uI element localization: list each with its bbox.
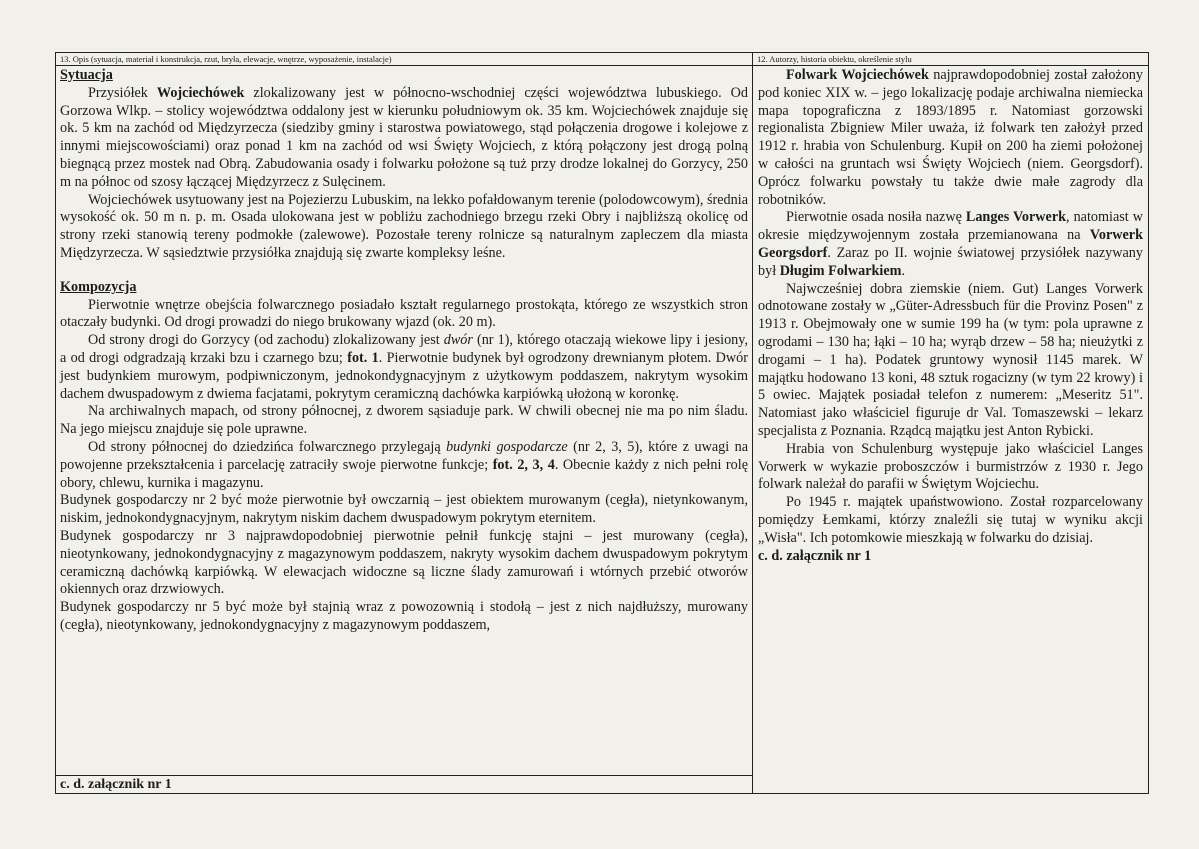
heading-situation: Sytuacja — [60, 67, 113, 83]
field-12-label: 12. Autorzy, historia obiektu, określenie stylu — [753, 53, 1148, 66]
form-frame — [55, 52, 1149, 794]
continuation-note-left: c. d. załącznik nr 1 — [56, 775, 752, 793]
description-column — [56, 53, 753, 793]
heading-composition: Kompozycja — [60, 278, 137, 295]
history-paragraph-3: Najwcześniej dobra ziemskie (niem. Gut) Langes Vorwerk odnotowane zostały w „Güter-Adressbuch für die Provinz Posen" z 1913 r. Obejmowały one w sumie 199 ha (w tym: pola uprawne z ogrodami – 130 ha; łąki – 10 ha; wyrąb drzew – 58 ha; nieużytki z drogami – 1 ha). Podatek gruntowy wynosił 1145 marek. W majątku hodowano 13 koni, 48 sztuk rogacizny (w tym 22 krowy) i 5 owiec. Majątek posiadał telefon z numerem: „Meseritz 51". Natomiast jako właściciel figuruje dr Val. Tomaszewski – lekarz specjalista z Poznania. Rządcą majątku jest Anton Rybicki. — [758, 280, 1143, 439]
paragraph-6: Od strony północnej do dziedzińca folwarcznego przylegają budynki gospodarcze (nr 2, 3, 5), które z uwagi na powojenne przekształcenia i parcelację zatraciły swoje pierwotne funkcje; fot. 2, 3, 4. Obecnie każdy z nich pełni rolę obory, chlewu, kurnika i magazynu. — [60, 438, 748, 491]
paragraph-4: Od strony drogi do Gorzycy (od zachodu) zlokalizowany jest dwór (nr 1), którego otaczają wiekowe lipy i jesiony, a od drogi odgradzają krzaki bzu i czarnego bzu; fot. 1. Pierwotnie budynek był ogrodzony drewnianym płotem. Dwór jest budynkiem murowym, podpiwniczonym, jednokondygnacyjnym z użytkowym poddaszem, nakrytym wysokim dachem dwuspadowym z dwiema facjatami, pokrytym ceramiczną dachówka karpiówką ułożoną w koronkę. — [60, 332, 748, 402]
paragraph-5: Na archiwalnych mapach, od strony północnej, z dworem sąsiaduje park. W chwili obecnej nie ma po nim śladu. Na jego miejscu znajduje się pole uprawne. — [60, 403, 748, 438]
paragraph-2: Wojciechówek usytuowany jest na Pojezierzu Lubuskim, na lekko pofałdowanym terenie (polodowcowym), średnia wysokość ok. 50 m n. p. m. Osada ulokowana jest w pobliżu zachodniego brzegu rzeki Obry i najbliższą okolicę od strony rzeki stanowią tereny podmokłe (zalewowe). Pozostałe tereny rolnicze są naturalnym zapleczem dla miasta Międzyrzecza. W sąsiedztwie przysiółka znajdują się zwarte kompleksy leśne. — [60, 191, 748, 261]
history-column — [753, 53, 1148, 793]
history-text — [753, 66, 1148, 565]
continuation-note-right: c. d. załącznik nr 1 — [758, 547, 872, 564]
history-paragraph-4: Hrabia von Schulenburg występuje jako właściciel Langes Vorwerk w wykazie proboszczów i burmistrzów z 1930 r. Jego folwark należał do parafii w Świętym Wojciechu. — [758, 440, 1143, 493]
field-13-label: 13. Opis (sytuacja, materiał i konstrukcja, rzut, bryła, elewacje, wnętrze, wyposażenie, instalacje) — [56, 53, 752, 66]
paragraph-7: Budynek gospodarczy nr 2 być może pierwotnie był owczarnią – jest obiektem murowanym (cegła), nietynkowanym, niskim, jednokondygnacyjnym, nakrytym niskim dachem dwuspadowym pokrytym eternitem. — [60, 492, 748, 527]
paragraph-8: Budynek gospodarczy nr 3 najprawdopodobniej pierwotnie pełnił funkcję stajni – jest murowany (cegła), nieotynkowany, jednokondygnacyjny z magazynowym poddaszem, nakryty wysokim dachem dwuspadowym pokrytym ceramiczną dachówką karpiówką. W elewacjach widoczne są liczne ślady zamurowań i wtórnych przebić otworów okiennych oraz drzwiowych. — [60, 527, 748, 598]
history-paragraph-1: Folwark Wojciechówek najprawdopodobniej został założony pod koniec XIX w. – jego lokalizację podaje archiwalna niemiecka mapa topograficzna z 1893/1895 r. Natomiast gorzowski regionalista Zbigniew Miler uważa, iż folwark ten założył przed 1912 r. hrabia von Schulenburg. Kupił on 200 ha ziemi położonej w całości na gruntach wsi Święty Wojciech (niem. Georgsdorf). Oprócz folwarku powstały tu także dwie małe zagrody dla robotników. — [758, 67, 1143, 208]
history-paragraph-2: Pierwotnie osada nosiła nazwę Langes Vorwerk, natomiast w okresie międzywojennym została przemianowana na Vorwerk Georgsdorf. Zaraz po II. wojnie światowej przysiółek nazywany był Długim Folwarkiem. — [758, 209, 1143, 279]
paragraph-1: Przysiółek Wojciechówek zlokalizowany jest w północno-wschodniej części województwa lubuskiego. Od Gorzowa Wlkp. – stolicy województwa oddalony jest w kierunku południowym ok. 35 km. Wojciechówek znajduje się ok. 5 km na zachód od Międzyrzecza (siedziby gminy i starostwa powiatowego, stąd połączenia drogowe i kolejowe z innymi miejscowościami) oraz ponad 1 km na zachód od wsi Święty Wojciech, z którą połączony jest drogą polną biegnącą przez mostek nad Obrą. Zabudowania osady i folwarku położone są tuż przy drodze lokalnej do Gorzycy, 250 m na północ od szosy łączącej Międzyrzecz z Sulęcinem. — [60, 84, 748, 190]
history-paragraph-5: Po 1945 r. majątek upaństwowiono. Został rozparcelowany pomiędzy Łemkami, którzy znaleźli się tutaj w wyniku akcji „Wisła". Ich potomkowie mieszkają w folwarku do dzisiaj. — [758, 494, 1143, 546]
description-text — [56, 66, 752, 635]
paragraph-9: Budynek gospodarczy nr 5 być może był stajnią wraz z powozownią i stodołą – jest z nich najdłuższy, murowany (cegła), nieotynkowany, jednokondygnacyjny z magazynowym poddaszem, — [60, 599, 748, 633]
paragraph-3: Pierwotnie wnętrze obejścia folwarcznego posiadało kształt regularnego prostokąta, którego ze wszystkich stron otaczały budynki. Od drogi prowadzi do niego brukowany wjazd (ok. 20 m). — [60, 296, 748, 331]
